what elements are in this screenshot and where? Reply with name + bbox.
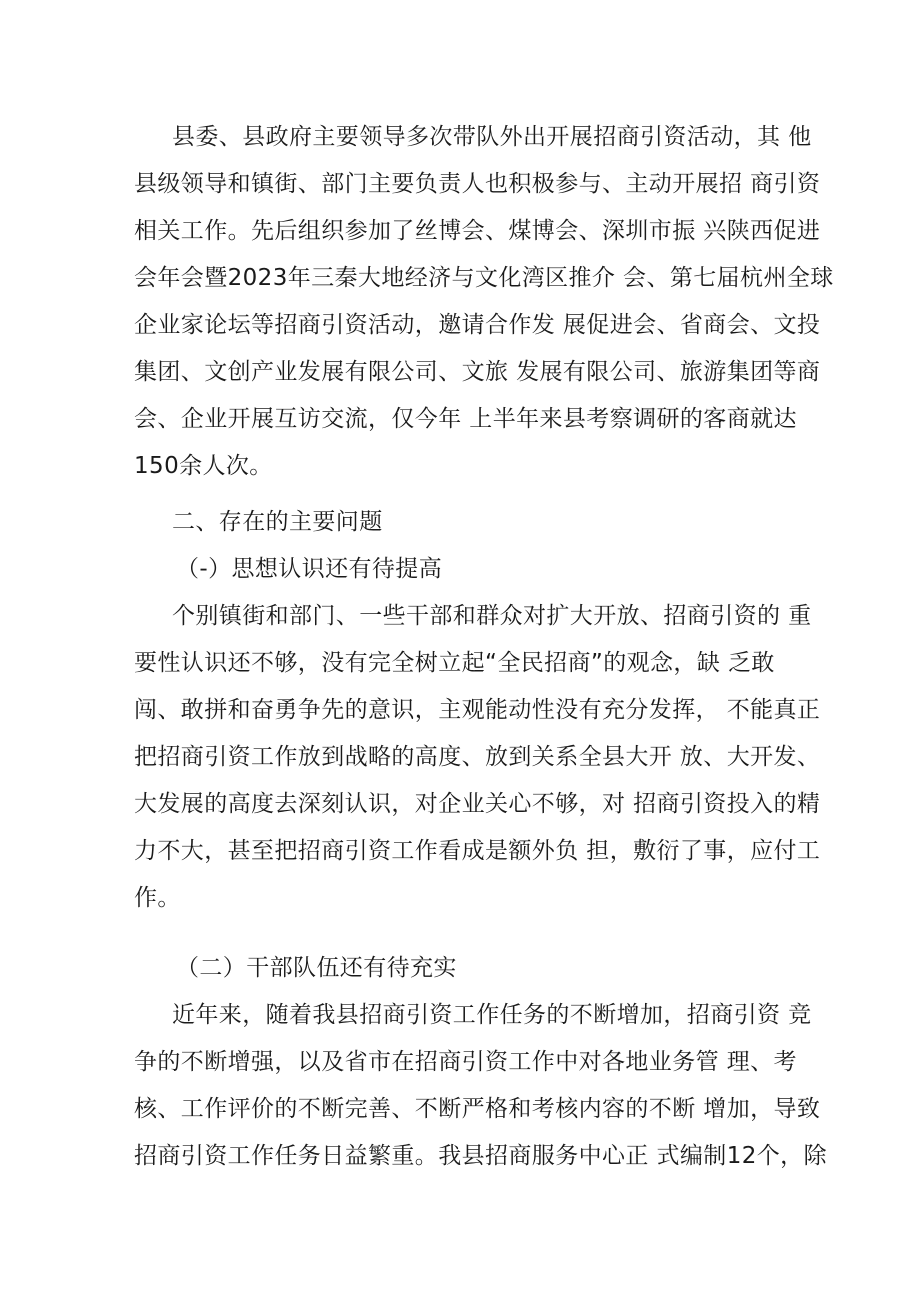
paragraph-2-line-5: 大发展的高度去深刻认识，对企业关心不够，对 招商引资投入的精 <box>134 791 821 817</box>
paragraph-1-line-4: 会年会暨2023年三秦大地经济与文化湾区推介 会、第七届杭州全球 <box>134 265 834 291</box>
paragraph-1-line-7: 会、企业开展互访交流，仅今年 上半年来县考察调研的客商就达 <box>134 406 797 432</box>
paragraph-2-line-3: 闯、敢拼和奋勇争先的意识，主观能动性没有充分发挥， 不能真正 <box>134 697 821 723</box>
paragraph-2-line-1: 个别镇街和部门、一些干部和群众对扩大开放、招商引资的 重 <box>172 603 812 629</box>
paragraph-2-line-6: 力不大，甚至把招商引资工作看成是额外负 担，敷衍了事，应付工 <box>134 838 821 864</box>
paragraph-1-line-5: 企业家论坛等招商引资活动，邀请合作发 展促进会、省商会、文投 <box>134 312 821 338</box>
paragraph-2-line-2: 要性认识还不够，没有完全树立起“全民招商”的观念，缺 乏敢 <box>134 650 775 676</box>
paragraph-1-line-1: 县委、县政府主要领导多次带队外出开展招商引资活动，其 他 <box>172 124 812 150</box>
paragraph-1-line-8: 150余人次。 <box>134 453 273 479</box>
paragraph-3-line-4: 招商引资工作任务日益繁重。我县招商服务中心正 式编制12个，除 <box>134 1143 827 1169</box>
paragraph-1-line-6: 集团、文创产业发展有限公司、文旅 发展有限公司、旅游集团等商 <box>134 359 821 385</box>
subheading-1: （-）思想认识还有待提高 <box>176 556 443 582</box>
paragraph-1-line-3: 相关工作。先后组织参加了丝博会、煤博会、深圳市振 兴陕西促进 <box>134 218 821 244</box>
paragraph-1-line-2: 县级领导和镇街、部门主要负责人也积极参与、主动开展招 商引资 <box>134 171 821 197</box>
paragraph-2-line-7: 作。 <box>134 885 181 911</box>
paragraph-2-line-4: 把招商引资工作放到战略的高度、放到关系全县大开 放、大开发、 <box>134 744 821 770</box>
paragraph-3-line-2: 争的不断增强，以及省市在招商引资工作中对各地业务管 理、考 <box>134 1049 797 1075</box>
section-heading: 二、存在的主要问题 <box>172 509 383 535</box>
paragraph-3-line-1: 近年来，随着我县招商引资工作任务的不断增加，招商引资 竞 <box>172 1002 812 1028</box>
subheading-2: （二）干部队伍还有待充实 <box>176 955 457 981</box>
paragraph-3-line-3: 核、工作评价的不断完善、不断严格和考核内容的不断 增加，导致 <box>134 1096 821 1122</box>
